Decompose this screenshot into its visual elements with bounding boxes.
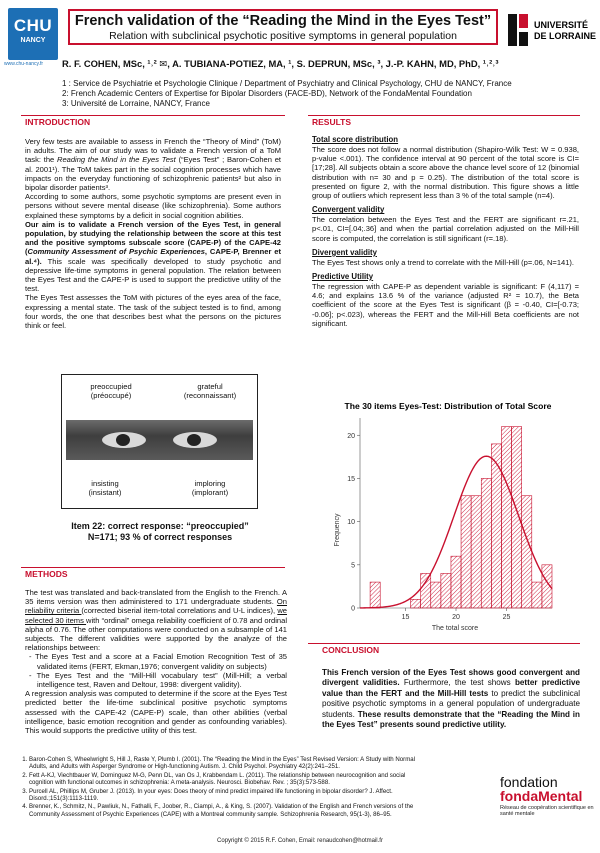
methods-p1-a: The test was translated and back-translated from the English to the French. A 35 items version was then administered to 171 undergraduate students.: [25, 588, 287, 607]
chart-y-tick-label: 5: [351, 562, 355, 570]
intro-paragraph-3: [25, 220, 281, 294]
chart-y-tick-label: 20: [347, 432, 355, 440]
score-distribution-chart: [330, 390, 560, 635]
affiliation-1: 1 : Service de Psychiatrie et Psychologie Clinique / Department of Psychiatry and Clinical Psychology, CHU de NANCY, France: [62, 79, 512, 88]
fondamental-tagline: Réseau de coopération scientifique en santé mentale: [500, 805, 594, 818]
choice-imploring-fr: (implorant): [191, 488, 229, 497]
intro-paragraph-2: According to some authors, some psychotic symptoms are present even in persons without severe mental disease (like schizophrenia). Some authors explained these symptoms by a deficit in social cognition abilities.: [25, 192, 281, 220]
choice-preoccupied: preoccupied: [90, 382, 132, 391]
intro-p1-a: Very few tests are available to assess in French the “Theory of Mind” (ToM) in adults. The aim of our study was to validate a French version of a ToM task: the: [25, 137, 281, 165]
chart-bar: [451, 556, 461, 608]
conclusion-heading: CONCLUSION: [322, 645, 380, 655]
ul-logo-line1: UNIVERSITÉ: [534, 20, 589, 30]
methods-paragraph-1: [25, 588, 287, 652]
intro-p3-rest: This scale was specifically developed to study psychotic and depressive life-time symptoms in general population. The relation between the Eyes Test and the CAPE-P is used to support the predictive utility of the test.: [25, 256, 281, 294]
eyes-figure-caption: [30, 521, 290, 543]
intro-cape-name: Community Assessment of Psychic Experiences: [27, 247, 205, 257]
chart-bar: [481, 478, 491, 608]
methods-heading: METHODS: [25, 569, 68, 579]
caption-line-2: N=171; 93 % of correct responses: [87, 532, 233, 542]
conclusion-predictive-bold: better predictive value than the FERT and the Mill-Hill tests: [322, 678, 580, 698]
chart-bar: [522, 496, 532, 608]
copyright-footer: Copyright © 2015 R.F. Cohen, Email: renaudcohen@hotmail.fr: [217, 838, 383, 844]
chart-y-tick-label: 0: [351, 605, 355, 613]
chart-bar: [471, 496, 481, 608]
methods-paragraph-2: A regression analysis was computed to determine if the score at the Eyes Test predicted better the life-time subclinical positive psychotic symptoms assessed with the CAPE-42 (CAPE-P) scale, than other abilities (verbal intelligence, basic emotion recognition and gender as confounding variables). This would supports the predictive utility of this test.: [25, 689, 287, 736]
chart-x-axis-label: The total score: [431, 625, 479, 632]
affiliations: [62, 79, 598, 109]
result-heading-distribution: Total score distribution: [312, 135, 399, 144]
reference-3: 3. Purcell AL, Phillips M, Gruber J. (2013). In your eyes: Does theory of mind predict impaired life functioning in bipolar disorder? J. Affect. Disord.;151(3):1113-1119.: [29, 788, 421, 803]
chart-bar: [421, 573, 431, 608]
choice-bottom-left: [60, 479, 150, 497]
methods-list: [25, 652, 287, 689]
choice-grateful-fr: (reconnaissant): [183, 391, 237, 400]
introduction-text: [25, 137, 281, 330]
chart-bar: [501, 427, 511, 608]
reference-2: 2. Fett A-KJ, Viechtbauer W, Dominguez M-G, Penn DL, van Os J, Krabbendam L. (2011). The relationship between neurocognition and social cognition with functional outcomes in schizophrenia: A meta-analysis. Neurosci. Biobehav. Rev. ; 35(3):573-588.: [29, 772, 421, 787]
eyes-photo: [66, 420, 253, 460]
intro-p1-b: (“Eyes Test” ; Baron-Cohen et al. 2001¹). The ToM takes part in the social cognition processes which have impacts on the everyday functioning of schizophrenic patients² but also in bipolar disorder patients³.: [25, 155, 281, 193]
conclusion-d: to predict the subclinical positive psychotic symptoms in a general population of undergraduate students.: [322, 688, 580, 719]
intro-p1-test-name: Reading the Mind in the Eyes Test: [57, 155, 176, 165]
eyes-test-item-figure: [61, 374, 258, 509]
choice-insisting: insisting: [91, 479, 119, 488]
author-list: R. F. COHEN, MSc, ¹˒² ✉, A. TUBIANA-POTIEZ, MA, ¹, S. DEPRUN, MSc, ³, J.-P. KAHN, MD, PhD, ¹˒²˒³: [62, 58, 499, 69]
fondamental-logo-line1: fondation: [500, 774, 558, 790]
ul-logo-line2: DE LORRAINE: [534, 31, 597, 41]
caption-line-1: Item 22: correct response: “preoccupied”: [71, 521, 249, 531]
choice-imploring: imploring: [194, 479, 226, 488]
chart-plot-area: [347, 418, 552, 621]
result-text-distribution: The score does not follow a normal distribution (Shapiro-Wilk Test: W = 0.938, p-value <.001). The confidence interval at 90 percent of the total score is CI=[17;28]. All subjects obtain a score above the chance level score of 12 (binomial distribution with n= 30 and p = 0.25). The distribution of the total score is presented on figure 2, with the normal distribution. This figure shows a little group of outliers which represent less than 3 % of the total sample (n=4).: [312, 145, 579, 201]
choice-top-right: [165, 382, 255, 400]
methods-text: [25, 588, 287, 735]
chart-bar: [370, 582, 380, 608]
intro-paragraph-4: The Eyes Test assesses the ToM with pictures of the eyes area of the face, expressing a mental state. The task of the subject tested is to find, among four words, the one that describes best what the persons on the pictures think or feel.: [25, 293, 281, 331]
result-text-divergent: The Eyes Test shows only a trend to correlate with the Mill-Hill (p=.06, N=141).: [312, 257, 575, 267]
chu-logo-text: CHU: [13, 16, 53, 35]
result-heading-divergent: Divergent validity: [312, 247, 377, 257]
title-box: [68, 9, 498, 45]
chart-x-tick-label: 25: [502, 614, 511, 621]
reference-4: 4. Brenner, K., Schmitz, N., Pawliuk, N., Fathalli, F., Joober, R., Ciampi, A., & King, S. (2007). Validation of the English and French versions of the Community Assessment of Psychic Experiences (CAPE) with a Montreal community sample. Schizophrenia Research, 95(1-3), 86–95.: [29, 803, 421, 818]
chart-x-tick-label: 20: [452, 614, 460, 621]
chart-bar: [512, 427, 522, 608]
conclusion-b: Furthermore, the test shows: [399, 678, 515, 688]
methods-bullet-2: - The Eyes Test and the “Mill-Hill vocabulary test” (Mill-Hill; a verbal intelligence test, Raven and Deltour, 1998: divergent validity).: [25, 671, 287, 689]
intro-paragraph-1: [25, 137, 281, 192]
poster-subtitle: Relation with subclinical psychotic positive symptoms in general population: [109, 30, 457, 42]
choice-top-left: [66, 382, 156, 400]
chu-logo-city: NANCY: [20, 37, 46, 44]
chart-y-tick-label: 10: [347, 519, 355, 527]
chu-nancy-logo: [8, 8, 58, 60]
poster-title: French validation of the “Reading the Mind in the Eyes Test”: [74, 13, 492, 29]
chart-y-axis-label: Frequency: [334, 513, 341, 547]
methods-reliability-criteria: On reliability criteria: [25, 597, 287, 616]
chart-bar: [431, 582, 441, 608]
intro-divider: [21, 115, 285, 116]
methods-p1-c: with “ordinal” omega reliability coefficient of 0.78 and ordinal alpha of 0.76. The other computations were conducted on a subsample of 141 subjects. The different validities were supported by the analyze of the relationships between:: [25, 615, 287, 653]
choice-grateful: grateful: [197, 382, 223, 391]
universite-de-lorraine-logo: [506, 12, 596, 52]
affiliation-3: 3: Université de Lorraine, NANCY, France: [62, 99, 210, 108]
intro-aim-bold-2: , CAPE-P, Brenner et al.⁴).: [25, 247, 281, 266]
left-eye: [102, 432, 146, 448]
chart-bar: [441, 573, 451, 608]
right-eye: [173, 432, 217, 448]
fondamental-logo: [500, 775, 595, 818]
methods-30-items: we selected 30 items: [25, 606, 287, 625]
results-text: [312, 135, 579, 328]
conclusion-divider: [308, 643, 580, 644]
chu-url: www.chu-nancy.fr: [4, 61, 44, 67]
chart-y-tick-label: 15: [347, 475, 355, 483]
conclusion-text: [322, 668, 580, 730]
reference-1: 1. Baron-Cohen S, Wheelwright S, Hill J, Raste Y, Plumb I. (2001). The “Reading the Mind in the Eyes” Test Revised Version: A Study with Normal Adults, and Adults with Asperger Syndrome or High-functioning Autism. J. Child Psychol. Psychiatry 42(2):241–251.: [29, 756, 421, 771]
choice-preoccupied-fr: (préoccupé): [90, 391, 132, 400]
results-divider: [308, 115, 580, 116]
result-text-predictive: The regression with CAPE-P as dependent variable is significant: F (4,117) = 4.6; and explains 13.6 % of the variance (adjusted R² = 10.7), the Beta coefficient of the score at the Eyes Test is significant (β = -0.40, CI=[-0.73; -0.06]; p<.023), whereas the FERT and the Mill-Hill Beta coefficients are not significant.: [312, 282, 579, 328]
chart-title: The 30 items Eyes-Test: Distribution of Total Score: [344, 401, 552, 411]
conclusion-final-bold: These results demonstrate that the “Reading the Mind in the Eyes Test” presents sound predictive utility.: [322, 709, 580, 730]
result-heading-predictive: Predictive Utility: [312, 272, 374, 282]
conclusion-validity-bold: This French version of the Eyes Test shows good convergent and divergent validities.: [322, 668, 580, 688]
chart-bar: [461, 496, 471, 608]
methods-divider: [21, 567, 285, 568]
chart-bar: [532, 582, 542, 608]
affiliation-2: 2: French Academic Centers of Expertise for Bipolar Disorders (FACE-BD), Network of the FondaMental Foundation: [62, 89, 472, 98]
chart-bar: [411, 599, 421, 608]
intro-aim-bold: Our aim is to validate a French version of the Eyes Test, in general population, by studying the relationship between the score at this test and the positive symptoms subscale score (CAPE-P) of the CAPE-42 (: [25, 219, 281, 257]
methods-bullet-1: - The Eyes Test and a score at a Facial Emotion Recognition Test of 35 validated items (FERT, Ekman,1976; convergent validity on subjects): [25, 652, 287, 670]
introduction-heading: INTRODUCTION: [25, 117, 91, 127]
methods-p1-b: (corrected biserial item-total correlations and U-L indices),: [81, 606, 278, 616]
chart-x-tick-label: 15: [401, 614, 410, 621]
choice-insisting-fr: (insistant): [88, 488, 122, 497]
choice-bottom-right: [165, 479, 255, 497]
references-list: [21, 756, 421, 819]
lorraine-cross-icon: [506, 12, 530, 48]
results-heading: RESULTS: [312, 117, 352, 127]
result-text-convergent: The correlation between the Eyes Test and the FERT are significant r=.21, p<.01, CI=[.04;.36] and when the partial correlation adjusted on the Mill-Hill score is computed, the correlation is still significant (r=.18).: [312, 215, 579, 243]
result-heading-convergent: Convergent validity: [312, 205, 385, 215]
fondamental-logo-line2: fondaMental: [500, 788, 583, 804]
